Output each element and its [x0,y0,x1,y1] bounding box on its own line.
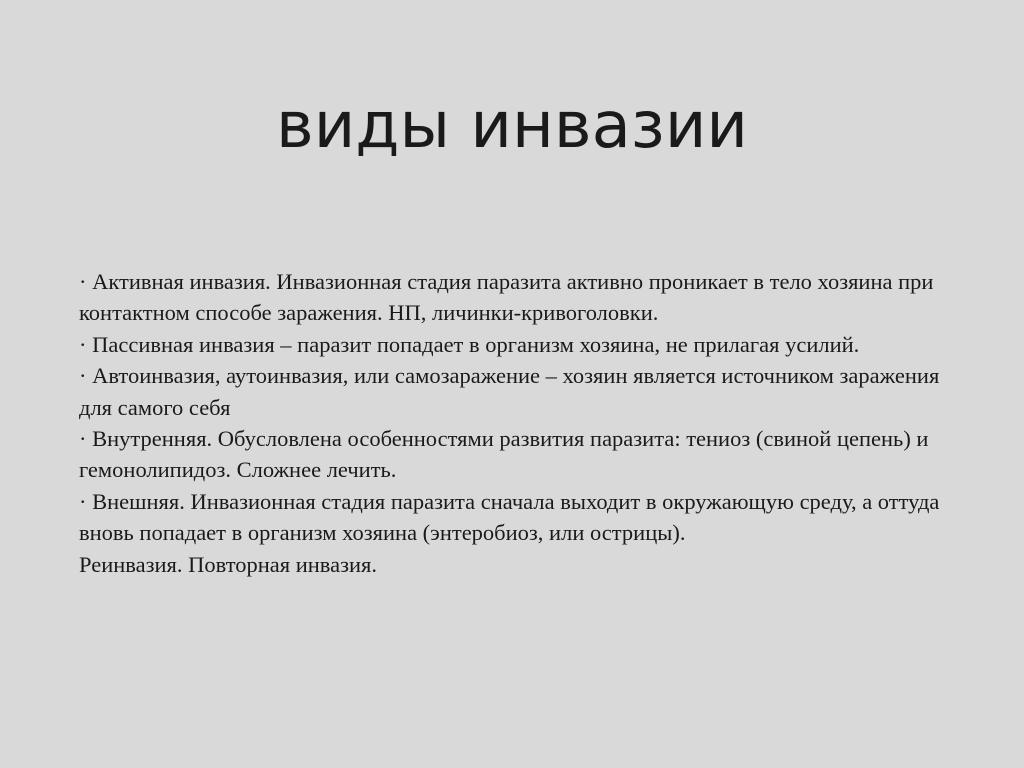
paragraph-passive-invasion: · Пассивная инвазия – паразит попадает в организм хозяина, не прилагая усилий. [79,331,860,357]
paragraph-internal: · Внутренняя. Обусловлена особенностями развития паразита: тениоз (свиной цепень) и гемонолипидоз. Сложнее лечить. [79,426,929,483]
paragraph-external: · Внешняя. Инвазионная стадия паразита сначала выходит в окружающую среду, а оттуда вновь попадает в организм хозяина (энтеробиоз, или острицы). [79,488,940,546]
paragraph-reinvasion: Реинвазия. Повторная инвазия. [79,551,378,577]
slide-title: виды инвазии [275,89,749,163]
paragraph-autoinvasion: · Автоинвазия, аутоинвазия, или самозаражение – хозяин является источником заражения для самого себя [79,363,940,420]
paragraph-active-invasion: · Активная инвазия. Инвазионная стадия паразита активно проникает в тело хозяина при контактном способе заражения. НП, личинки-кривоголовки. [79,269,934,326]
slide-body [79,266,949,580]
